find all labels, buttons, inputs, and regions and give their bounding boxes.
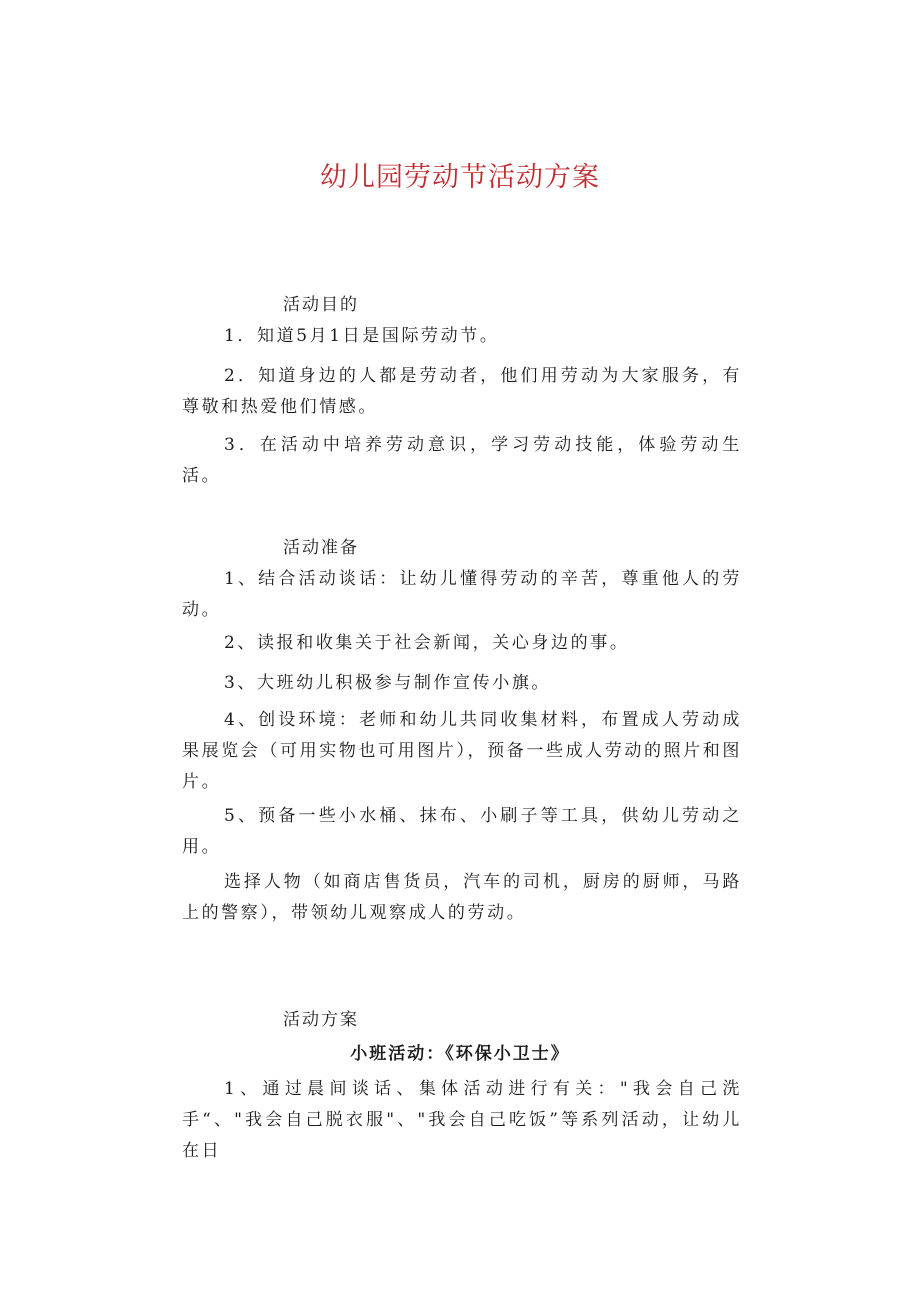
plan-item-1: 1、通过晨间谈话、集体活动进行有关："我会自己洗手“、"我会自己脱衣服"、"我会自己吃饭”等系列活动，让幼儿在日 <box>182 1079 742 1161</box>
goal-item-3: 3．在活动中培养劳动意识，学习劳动技能，体验劳动生活。 <box>182 435 742 486</box>
prep-item-4: 4、创设环境：老师和幼儿共同收集材料，布置成人劳动成果展览会（可用实物也可用图片），预备一些成人劳动的照片和图片。 <box>182 710 742 792</box>
goal-item-1: 1．知道5月1日是国际劳动节。 <box>224 326 500 346</box>
prep-item-5: 5、预备一些小水桶、抹布、小刷子等工具，供幼儿劳动之用。 <box>182 806 742 857</box>
prep-item-1: 1、结合活动谈话：让幼儿懂得劳动的辛苦，尊重他人的劳动。 <box>182 569 742 620</box>
prep-item-6: 选择人物（如商店售货员，汽车的司机，厨房的厨师，马路上的警察），带领幼儿观察成人的劳动。 <box>182 872 742 923</box>
document-title: 幼儿园劳动节活动方案 <box>320 162 600 193</box>
section-heading-goals: 活动目的 <box>283 295 359 315</box>
prep-item-2: 2、读报和收集关于社会新闻，关心身边的事。 <box>224 633 630 653</box>
section-heading-preparation: 活动准备 <box>283 538 359 558</box>
prep-item-3: 3、大班幼儿积极参与制作宣传小旗。 <box>224 673 552 693</box>
goal-item-2: 2．知道身边的人都是劳动者，他们用劳动为大家服务，有尊敬和热爱他们情感。 <box>182 366 742 417</box>
plan-subheading: 小班活动：《环保小卫士》 <box>350 1044 570 1064</box>
section-heading-plan: 活动方案 <box>283 1010 359 1030</box>
